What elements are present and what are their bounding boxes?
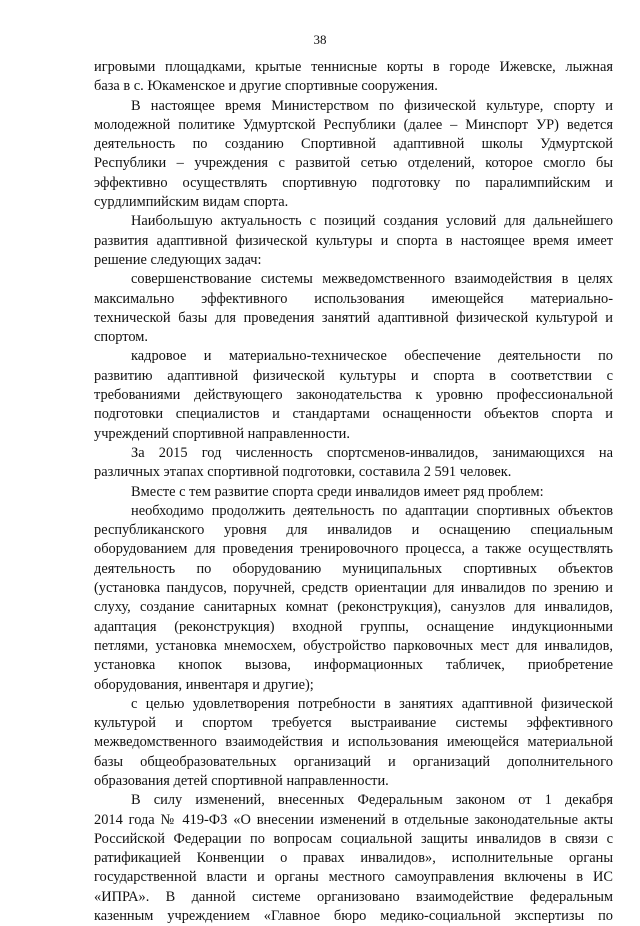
text-line: адаптация (реконструкция) входной группы, оснащение индукционными bbox=[94, 618, 613, 635]
text-line: различных этапах спортивной подготовки, составила 2 591 человек. bbox=[94, 464, 512, 481]
text-line: культурой и спортом требуется выстраивание системы эффективного bbox=[94, 715, 613, 732]
text-line: установка кнопок вызова, информационных табличек, приобретение bbox=[94, 657, 613, 674]
text-line: В силу изменений, внесенных Федеральным законом от 1 декабря bbox=[131, 792, 613, 809]
text-line: подготовки специалистов и стандартами оснащенности объектов спорта и bbox=[94, 406, 613, 423]
text-line: оборудования, инвентаря и другие); bbox=[94, 676, 314, 693]
text-line: технической базы для проведения занятий адаптивной физической культурой и bbox=[94, 309, 613, 326]
paragraph bbox=[94, 791, 613, 926]
page-number: 38 bbox=[313, 32, 327, 47]
text-line: база в с. Юкаменское и другие спортивные сооружения. bbox=[94, 78, 438, 95]
text-line: необходимо продолжить деятельность по адаптации спортивных объектов bbox=[131, 502, 613, 519]
paragraph bbox=[94, 97, 613, 213]
text-line: Республики – учреждения с развитой сетью отделений, которое смогло бы bbox=[94, 155, 613, 172]
text-line: кадровое и материально-техническое обеспечение деятельности по bbox=[131, 348, 613, 365]
text-line: За 2015 год численность спортсменов-инвалидов, занимающихся на bbox=[131, 444, 613, 461]
text-line: требованиями действующего законодательства к уровню профессиональной bbox=[94, 387, 613, 404]
text-line: (установка пандусов, поручней, средств ориентации для инвалидов по зрению и bbox=[94, 580, 613, 597]
document-body bbox=[94, 58, 613, 926]
text-line: максимально эффективного использования имеющейся материально- bbox=[94, 290, 613, 307]
paragraph bbox=[94, 483, 613, 502]
text-line: слуху, создание санитарных комнат (реконструкция), санузлов для инвалидов, bbox=[94, 599, 613, 616]
text-line: решение следующих задач: bbox=[94, 251, 262, 268]
text-line: спортом. bbox=[94, 329, 149, 346]
text-line: с целью удовлетворения потребности в занятиях адаптивной физической bbox=[131, 695, 613, 712]
text-line: республиканского уровня для инвалидов и оснащению специальным bbox=[94, 522, 613, 539]
text-line: Российской Федерации по вопросам социальной защиты инвалидов в связи с bbox=[94, 830, 613, 847]
text-line: молодежной политике Удмуртской Республики (далее – Минспорт УР) ведется bbox=[94, 116, 613, 133]
paragraph bbox=[94, 444, 613, 483]
paragraph bbox=[94, 347, 613, 443]
text-line: В настоящее время Министерством по физической культуре, спорту и bbox=[131, 97, 613, 114]
paragraph bbox=[94, 502, 613, 695]
text-line: ратификацией Конвенции о правах инвалидов», исполнительные органы bbox=[94, 850, 613, 867]
paragraph bbox=[94, 270, 613, 347]
text-line: казенным учреждением «Главное бюро медико-социальной экспертизы по bbox=[94, 908, 613, 925]
paragraph bbox=[94, 58, 613, 97]
text-line: базы общеобразовательных организаций и организаций дополнительного bbox=[94, 753, 613, 770]
text-line: образования детей спортивной направленности. bbox=[94, 772, 389, 789]
text-line: деятельность по созданию Спортивной адаптивной школы Удмуртской bbox=[94, 136, 613, 153]
text-line: игровыми площадками, крытые теннисные корты в городе Ижевске, лыжная bbox=[94, 59, 613, 75]
text-line: «ИПРА». В данной системе организовано взаимодействие федеральным bbox=[94, 888, 613, 905]
text-line: эффективно осуществлять спортивную подготовку по паралимпийским и bbox=[94, 174, 613, 191]
text-line: деятельность по оборудованию муниципальных спортивных объектов bbox=[94, 560, 613, 577]
text-line: сурдлимпийским видам спорта. bbox=[94, 194, 289, 211]
text-line: 2014 года № 419-ФЗ «О внесении изменений в отдельные законодательные акты bbox=[94, 811, 613, 828]
text-line: развитию адаптивной физической культуры и спорта в соответствии с bbox=[94, 367, 613, 384]
text-line: совершенствование системы межведомственного взаимодействия в целях bbox=[131, 271, 613, 288]
text-line: Наибольшую актуальность с позиций создания условий для дальнейшего bbox=[131, 213, 613, 230]
paragraph bbox=[94, 212, 613, 270]
text-line: петлями, установка мнемосхем, обустройство парковочных мест для инвалидов, bbox=[94, 637, 613, 654]
text-line: учреждений спортивной направленности. bbox=[94, 425, 350, 442]
text-line: оборудованием для проведения тренировочного процесса, а также осуществлять bbox=[94, 541, 613, 558]
text-line: государственной власти и органы местного самоуправления включены в ИС bbox=[94, 869, 613, 886]
paragraph bbox=[94, 695, 613, 791]
text-line: межведомственного взаимодействия и использования имеющейся материальной bbox=[94, 734, 613, 751]
text-line: Вместе с тем развитие спорта среди инвалидов имеет ряд проблем: bbox=[131, 483, 544, 500]
text-line: развития адаптивной физической культуры и спорта в настоящее время имеет bbox=[94, 232, 613, 249]
